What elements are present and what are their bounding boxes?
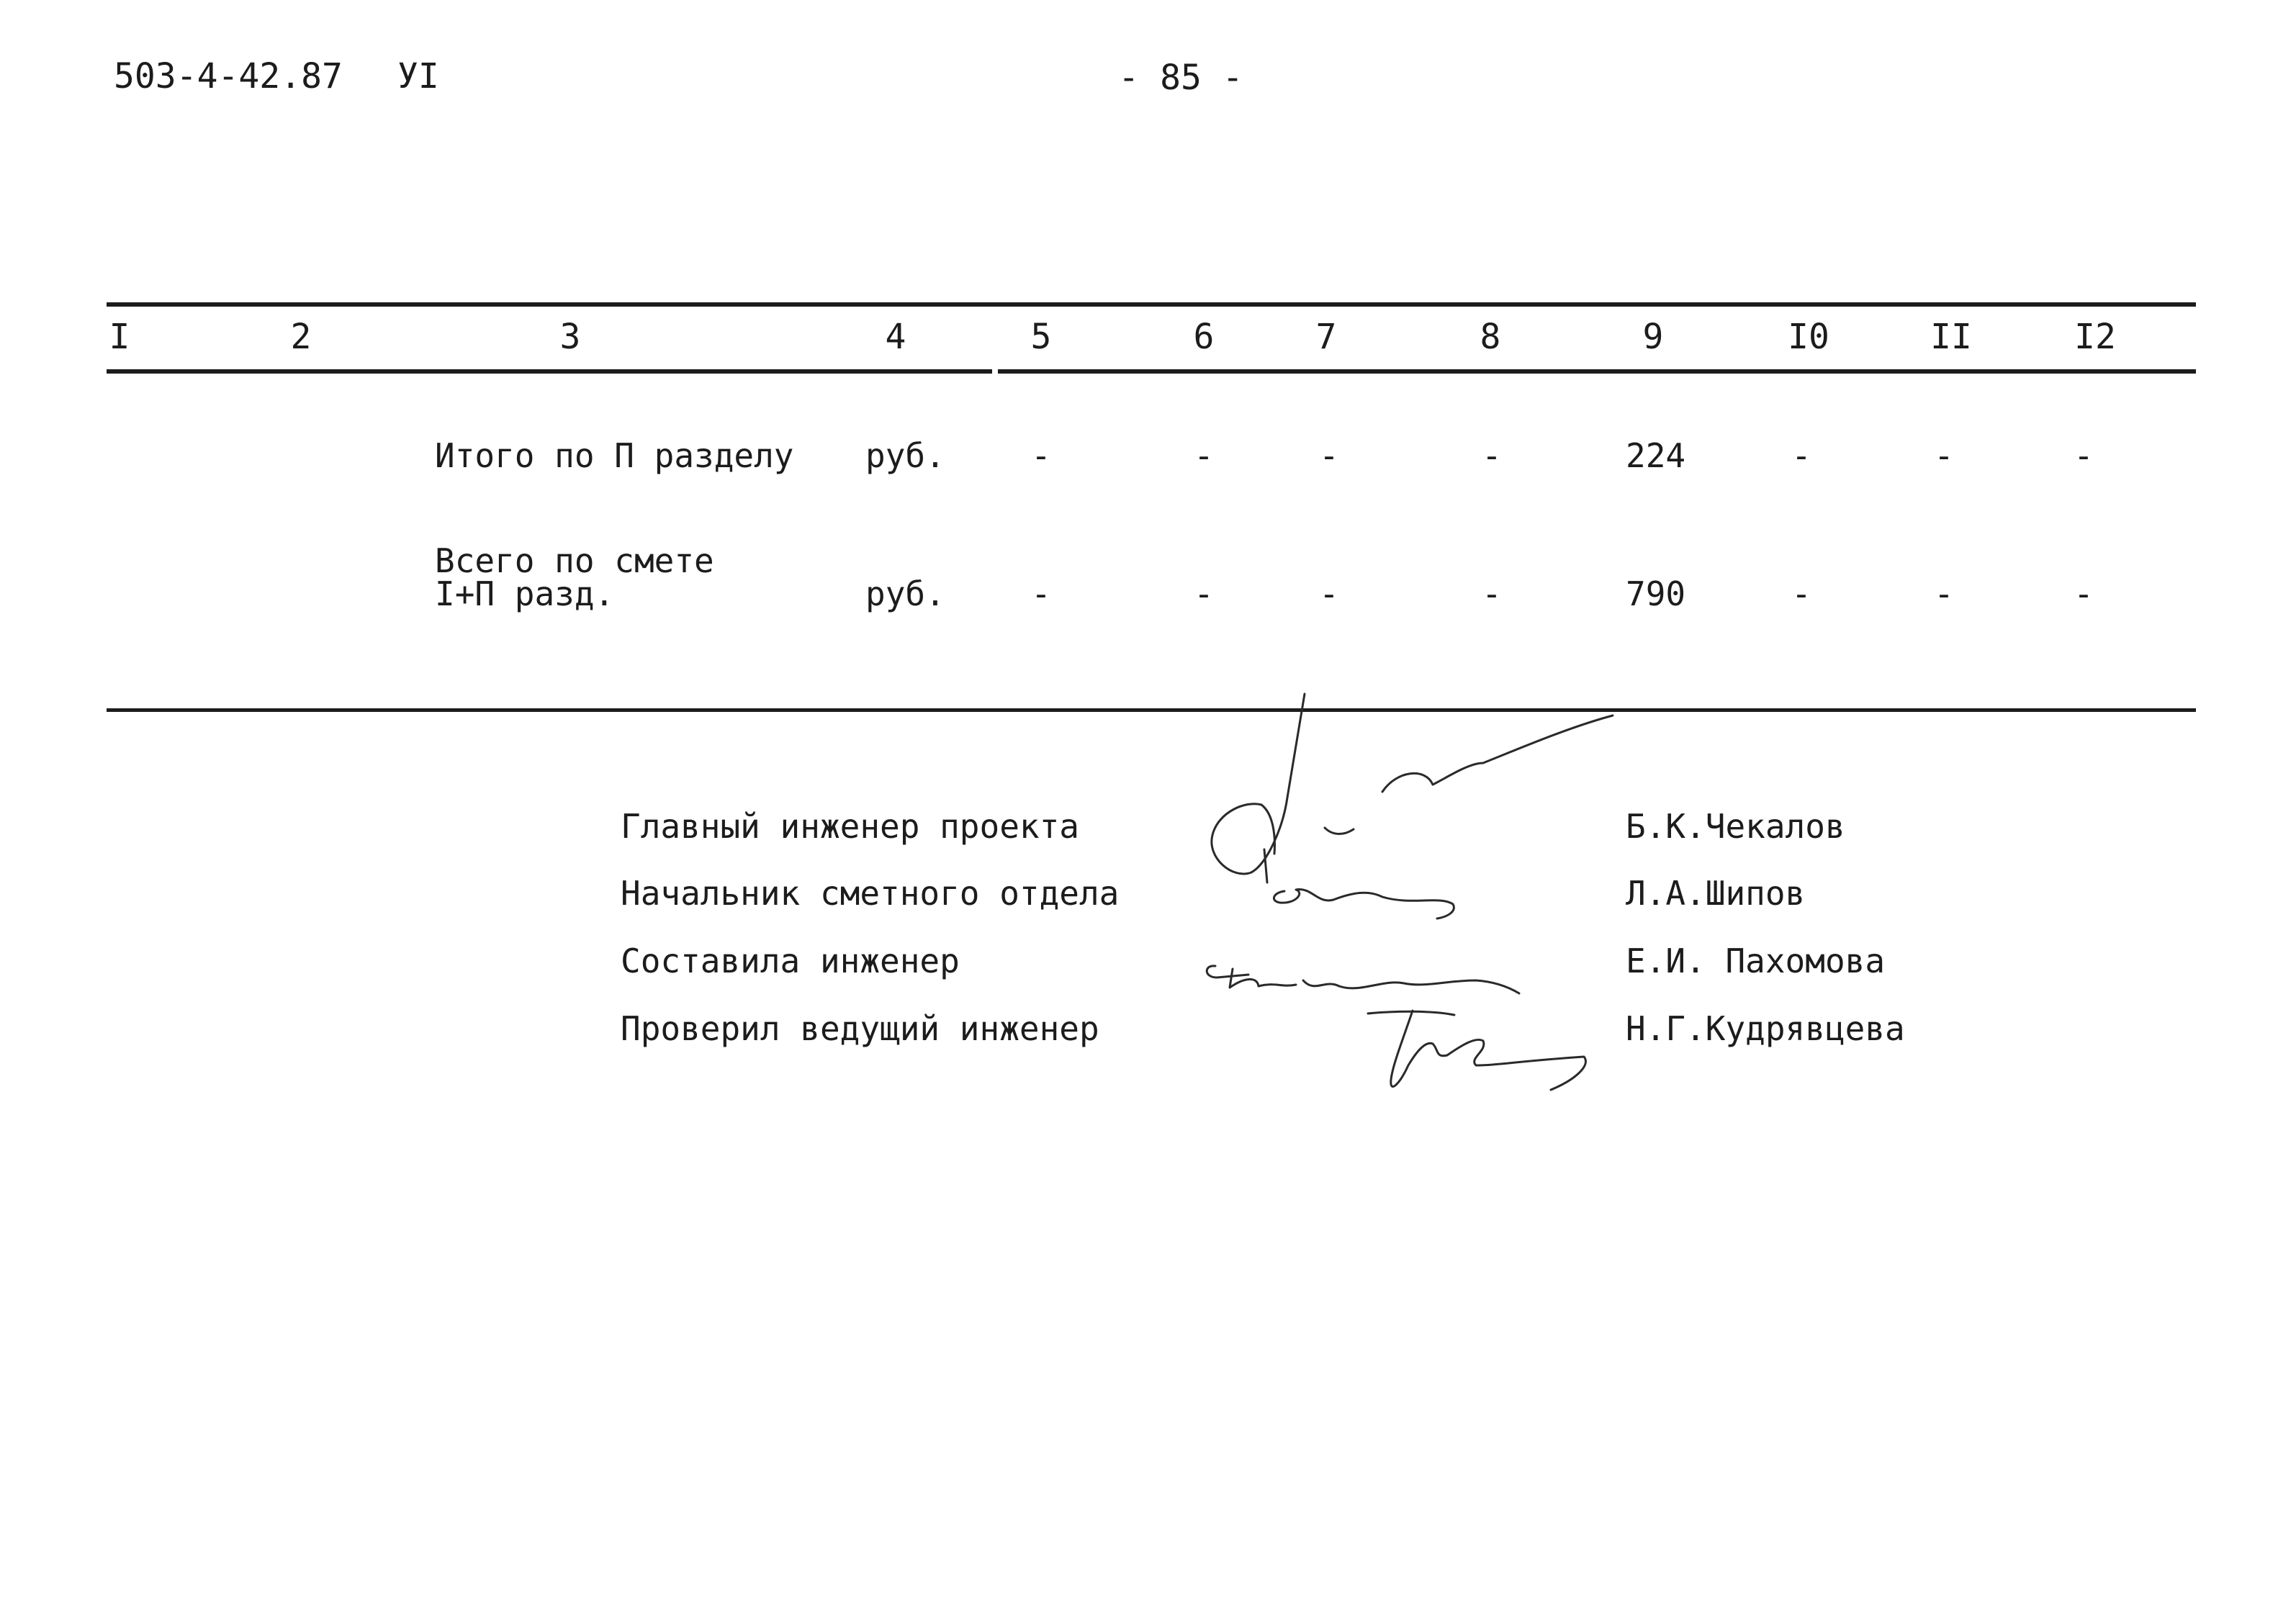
row-unit: руб. <box>865 574 945 613</box>
column-header: 8 <box>1480 317 1501 357</box>
table-cell: - <box>2074 574 2094 613</box>
table-bottom-rule <box>107 708 2196 712</box>
signature-estimate-head <box>1274 890 1454 918</box>
signatory-name: Н.Г.Кудрявцева <box>1626 1009 1905 1048</box>
signatory-role: Главный инженер проекта <box>621 807 1079 846</box>
column-header: 5 <box>1030 317 1052 357</box>
table-header-rule-right <box>998 369 2196 374</box>
signature-chief-engineer-tail <box>1264 849 1267 883</box>
column-header: I2 <box>2074 317 2116 357</box>
album-number: УI <box>397 56 439 96</box>
row-label-line1: Всего по смете <box>435 541 714 580</box>
column-header: 7 <box>1315 317 1337 357</box>
table-cell: - <box>1031 436 1051 475</box>
table-cell: - <box>1482 436 1502 475</box>
signature-compiler <box>1207 966 1519 993</box>
table-cell: - <box>1194 574 1214 613</box>
column-header: I0 <box>1788 317 1829 357</box>
column-header: II <box>1930 317 1972 357</box>
column-header: 2 <box>290 317 312 357</box>
row-unit: руб. <box>865 436 945 475</box>
table-header-rule-left <box>107 369 992 374</box>
table-cell: - <box>1791 436 1811 475</box>
signatory-name: Е.И. Пахомова <box>1626 942 1886 980</box>
page-number: - 85 - <box>1118 58 1243 98</box>
table-cell: 790 <box>1626 574 1686 613</box>
table-cell: - <box>1934 436 1954 475</box>
table-cell: - <box>1791 574 1811 613</box>
table-cell: - <box>1031 574 1051 613</box>
column-header: 3 <box>559 317 581 357</box>
column-header: I <box>109 317 130 357</box>
table-cell: 224 <box>1626 436 1686 475</box>
signature-chief-engineer <box>1212 694 1613 874</box>
row-label: Итого по П разделу <box>435 436 794 475</box>
table-cell: - <box>1934 574 1954 613</box>
column-header: 6 <box>1193 317 1215 357</box>
column-header: 4 <box>885 317 906 357</box>
signatory-name: Б.К.Чекалов <box>1626 807 1845 846</box>
table-cell: - <box>1319 436 1339 475</box>
column-header: 9 <box>1642 317 1664 357</box>
signature-checker <box>1368 1011 1585 1090</box>
row-label-line2: I+П разд. <box>435 574 615 613</box>
table-top-rule <box>107 302 2196 307</box>
signatory-role: Составила инженер <box>621 942 960 980</box>
table-cell: - <box>2074 436 2094 475</box>
document-code: 503-4-42.87 <box>114 56 343 96</box>
table-cell: - <box>1482 574 1502 613</box>
table-cell: - <box>1319 574 1339 613</box>
table-cell: - <box>1194 436 1214 475</box>
signatory-name: Л.А.Шипов <box>1626 874 1806 913</box>
signatory-role: Проверил ведущий инженер <box>621 1009 1099 1048</box>
signatory-role: Начальник сметного отдела <box>621 874 1120 913</box>
